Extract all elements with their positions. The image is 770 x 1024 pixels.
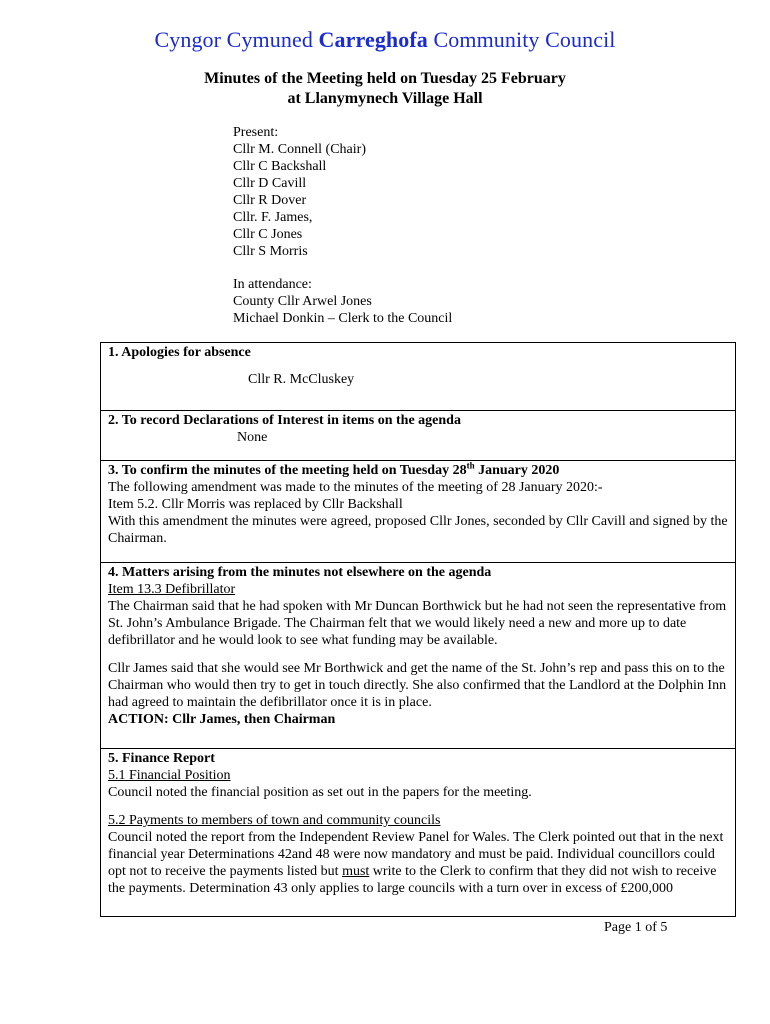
heading-text: January 2020 (474, 463, 560, 478)
section-heading: 5. Finance Report (108, 751, 215, 766)
section-apologies (101, 343, 735, 411)
section-confirm-minutes (101, 461, 735, 563)
heading-superscript: th (466, 460, 475, 471)
present-member: Cllr C Backshall (233, 159, 327, 174)
apology-name: Cllr R. McCluskey (248, 372, 355, 387)
section-heading: 1. Apologies for absence (108, 345, 251, 360)
section-heading: 2. To record Declarations of Interest in items on the agenda (108, 413, 461, 428)
body-text-underlined: must (342, 864, 370, 879)
action-text: ACTION: Cllr James, then Chairman (108, 712, 336, 727)
section-subheading: 5.2 Payments to members of town and community councils (108, 813, 441, 828)
present-member: Cllr S Morris (233, 244, 308, 259)
attendance-member: County Cllr Arwel Jones (233, 294, 372, 309)
body-text: With this amendment the minutes were agreed, proposed Cllr Jones, seconded by Cllr Cavill and signed by the Chairman. (108, 514, 728, 546)
body-text: Cllr James said that she would see Mr Borthwick and get the name of the St. John’s rep and pass this on to the Chairman who would then try to get in touch directly. She also confirmed that the Landlord at the Dolphin Inn had agreed to maintain the defibrillator once it is in place. (108, 661, 727, 710)
minutes-title-line2: at Llanymynech Village Hall (287, 90, 483, 107)
section-subheading: 5.1 Financial Position (108, 768, 231, 783)
section-matters-arising (101, 563, 735, 749)
section-declarations (101, 411, 735, 461)
present-member: Cllr R Dover (233, 193, 307, 208)
page-number: Page 1 of 5 (604, 920, 668, 935)
council-title (0, 27, 770, 53)
body-text: Item 5.2. Cllr Morris was replaced by Cllr Backshall (108, 497, 403, 512)
body-text (108, 829, 728, 897)
body-text: The Chairman said that he had spoken with Mr Duncan Borthwick but he had not seen the representative from St. John’s Ambulance Brigade. The Chairman felt that we would likely need a new and more up to date defibrillator and he would look to see what funding may be available. (108, 599, 727, 648)
council-title-bold: Carreghofa (318, 27, 428, 52)
present-member: Cllr D Cavill (233, 176, 307, 191)
section-finance-report (101, 749, 735, 916)
section-heading: 4. Matters arising from the minutes not elsewhere on the agenda (108, 565, 492, 580)
attendance-label: In attendance: (233, 277, 312, 292)
section-heading (108, 462, 728, 479)
section-subheading: Item 13.3 Defibrillator (108, 582, 236, 597)
present-member: Cllr C Jones (233, 227, 303, 242)
attendance-member: Michael Donkin – Clerk to the Council (233, 311, 453, 326)
minutes-table (100, 342, 736, 917)
declarations-text: None (237, 430, 268, 445)
body-text-part: write to the Clerk to confirm that they did not wish to receive the payments. Determination 43 only applies to large councils with a turn over in excess of £200,000 (108, 864, 717, 896)
present-label: Present: (233, 125, 279, 140)
body-text: The following amendment was made to the minutes of the meeting of 28 January 2020:- (108, 480, 603, 495)
heading-text: 3. To confirm the minutes of the meeting held on Tuesday 28 (108, 463, 467, 478)
body-text: Council noted the financial position as set out in the papers for the meeting. (108, 785, 532, 800)
body-text-part: Council noted the report from the Independent Review Panel for Wales. The Clerk pointed out that in the next financial year Determinations 42and 48 were now mandatory and must be paid. Individual councillors could opt not to receive the payments listed but (108, 830, 724, 879)
council-title-pre: Cyngor Cymuned (154, 27, 319, 52)
minutes-title-line1: Minutes of the Meeting held on Tuesday 25 February (204, 70, 566, 87)
council-title-post: Community Council (427, 27, 616, 52)
present-member: Cllr. F. James, (233, 210, 313, 225)
present-member: Cllr M. Connell (Chair) (233, 142, 366, 157)
attendees-block (233, 124, 452, 327)
minutes-title (0, 69, 770, 109)
